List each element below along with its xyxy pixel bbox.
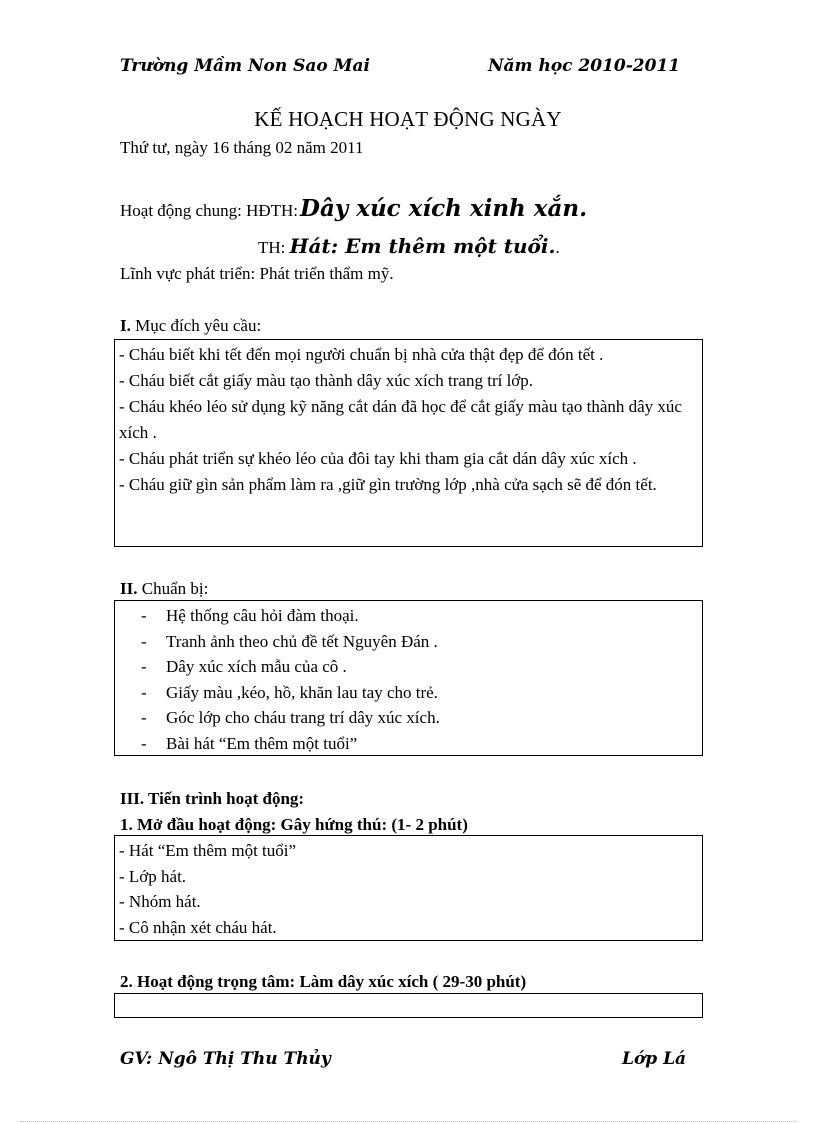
bullet-dash: -	[141, 606, 147, 625]
preparation-text: Hệ thống câu hỏi đàm thoại.	[166, 606, 359, 625]
bullet-dash: -	[141, 631, 147, 651]
integration-line	[258, 234, 560, 258]
preparation-box	[114, 600, 703, 756]
opening-item: - Hát “Em thêm một tuổi”	[119, 841, 297, 860]
preparation-text: Giấy màu ,kéo, hồ, khăn lau tay cho trẻ.	[166, 682, 438, 702]
section3-heading	[120, 789, 304, 809]
section2-title: Chuẩn bị:	[137, 579, 209, 598]
section3-number: III.	[120, 789, 145, 808]
school-name: Trường Mầm Non Sao Mai	[120, 56, 370, 76]
bullet-dash: -	[141, 657, 147, 676]
section3-title: Tiến trình hoạt động:	[144, 789, 305, 808]
preparation-text: Bài hát “Em thêm một tuổi”	[166, 733, 358, 753]
preparation-text: Góc lớp cho cháu trang trí dây xúc xích.	[166, 708, 440, 727]
main-activity-box	[114, 993, 703, 1018]
objectives-box	[114, 339, 703, 547]
development-field: Lĩnh vực phát triển: Phát triển thẩm mỹ.	[120, 264, 394, 283]
preparation-item	[141, 680, 696, 706]
integration-label: TH:	[258, 238, 290, 257]
school-year: Năm học 2010-2011	[488, 56, 681, 76]
preparation-item	[141, 705, 696, 731]
bullet-dash: -	[141, 733, 147, 753]
opening-item: - Nhóm hát.	[119, 892, 201, 911]
objective-item: - Cháu biết khi tết đến mọi người chuẩn bị nhà cửa thật đẹp để đón tết .	[119, 345, 604, 364]
objective-item: - Cháu biết cắt giấy màu tạo thành dây xúc xích trang trí lớp.	[119, 371, 534, 390]
part2-title: 2. Hoạt động trọng tâm: Làm dây xúc xích ( 29-30 phút)	[120, 972, 527, 991]
page-bottom-divider	[20, 1121, 796, 1122]
integration-song: Hát: Em thêm một tuổi.	[289, 234, 556, 258]
integration-suffix: .	[555, 238, 560, 257]
page-title: KẾ HOẠCH HOẠT ĐỘNG NGÀY	[254, 107, 562, 131]
section2-number: II.	[120, 579, 138, 598]
bullet-dash: -	[141, 708, 147, 727]
section1-heading	[120, 316, 261, 336]
preparation-text: Dây xúc xích mẫu của cô .	[166, 657, 347, 676]
class-name: Lớp Lá	[622, 1049, 687, 1069]
date-line: Thứ tư, ngày 16 tháng 02 năm 2011	[120, 138, 364, 157]
objective-item: - Cháu khéo léo sử dụng kỹ năng cắt dán đã học để cắt giấy màu tạo thành dây xúc xích .	[119, 397, 682, 442]
activity-label: Hoạt động chung: HĐTH:	[120, 201, 299, 220]
opening-item: - Lớp hát.	[119, 866, 187, 886]
opening-item: - Cô nhận xét cháu hát.	[119, 917, 277, 937]
preparation-item	[141, 731, 696, 757]
bullet-dash: -	[141, 682, 147, 702]
part1-heading	[120, 815, 468, 835]
section1-title: Mục đích yêu cầu:	[130, 316, 262, 335]
part2-heading	[120, 972, 526, 992]
activity-line	[120, 195, 587, 222]
objective-item: - Cháu giữ gìn sản phẩm làm ra ,giữ gìn trường lớp ,nhà cửa sạch sẽ để đón tết.	[119, 475, 657, 494]
preparation-item	[141, 629, 696, 655]
section1-number: I.	[120, 316, 131, 335]
activity-name: Dây xúc xích xinh xắn.	[300, 195, 588, 222]
preparation-text: Tranh ảnh theo chủ đề tết Nguyên Đán .	[166, 631, 438, 651]
teacher-name: GV: Ngô Thị Thu Thủy	[120, 1049, 331, 1069]
objective-item: - Cháu phát triển sự khéo léo của đôi tay khi tham gia cắt dán dây xúc xích .	[119, 449, 637, 468]
part1-title: 1. Mở đầu hoạt động: Gây hứng thú: (1- 2 phút)	[120, 815, 468, 834]
preparation-item	[141, 603, 696, 629]
section2-heading	[120, 579, 208, 599]
opening-activity-box	[114, 835, 703, 941]
preparation-item	[141, 654, 696, 680]
